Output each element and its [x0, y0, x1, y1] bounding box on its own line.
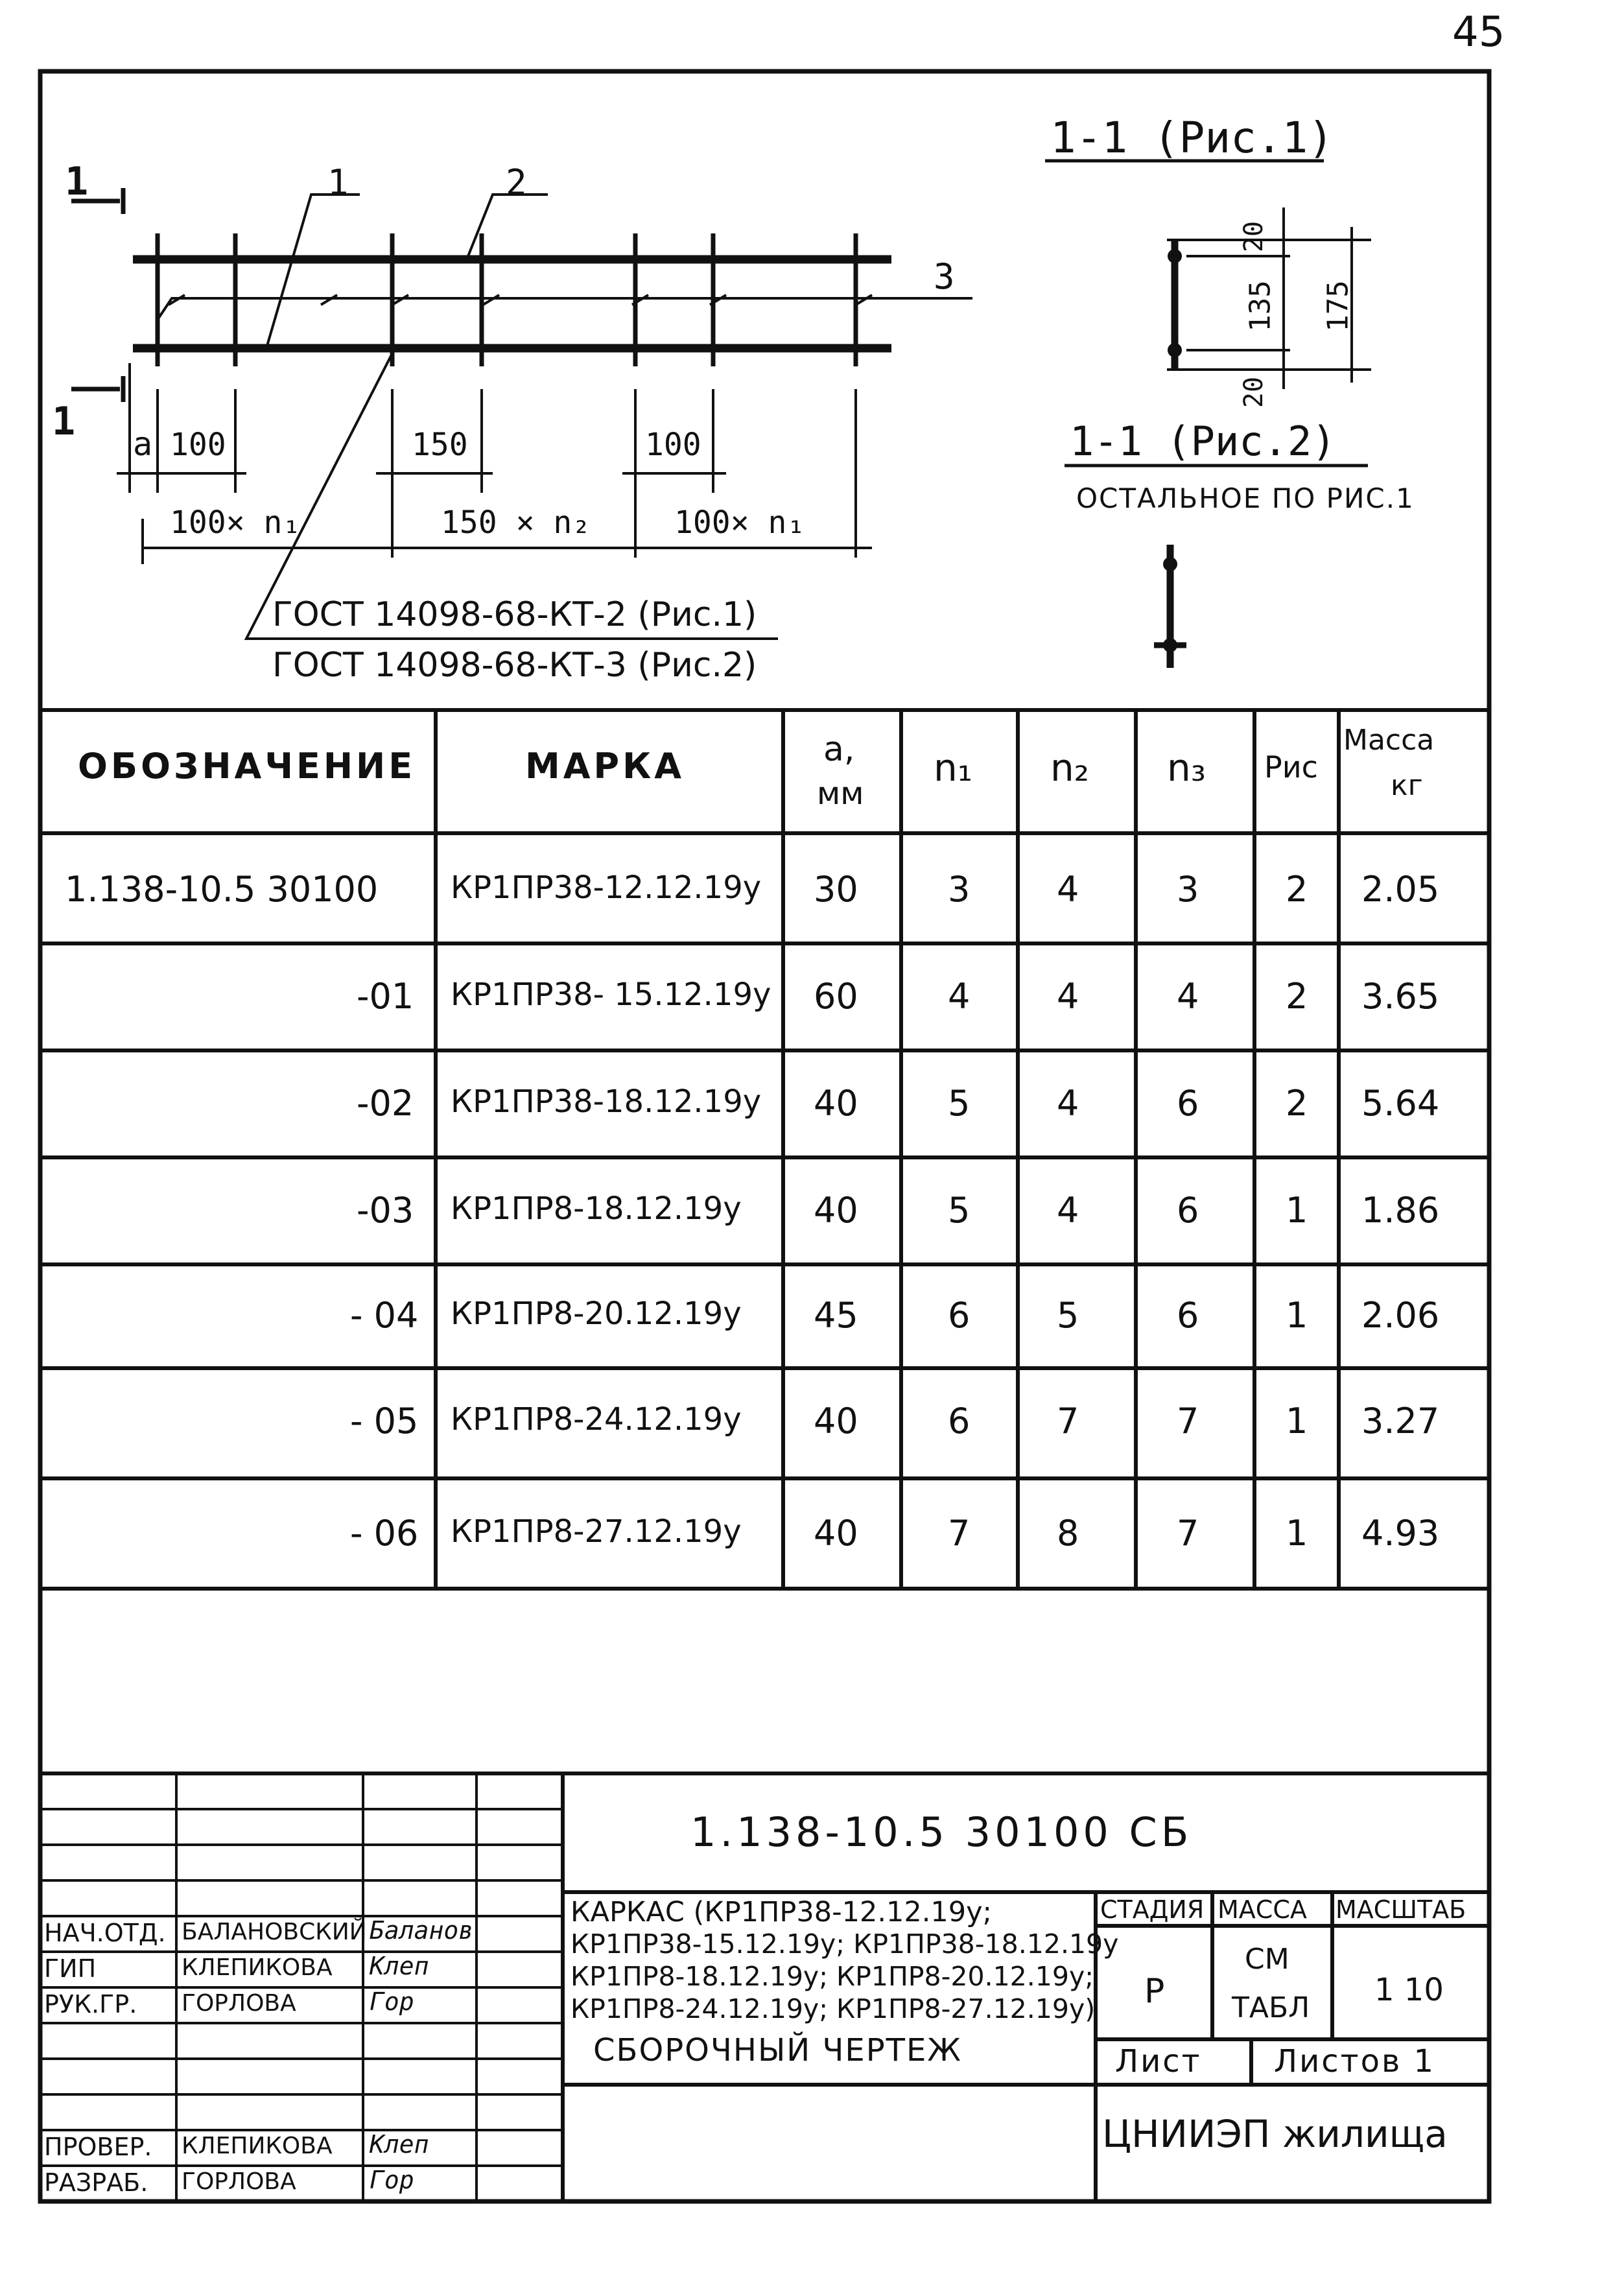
row-fig: 1 [1286, 1190, 1308, 1231]
row-n2: 7 [1057, 1401, 1079, 1441]
signature-role: НАЧ.ОТД. [44, 1919, 166, 1947]
sheets-label: Листов 1 [1274, 2043, 1436, 2080]
signature-name: ГОРЛОВА [182, 2168, 296, 2195]
header-designation: ОБОЗНАЧЕНИЕ [78, 746, 416, 787]
mass-value-2: ТАБЛ [1232, 1991, 1310, 2024]
dim-20-top: 20 [1239, 220, 1269, 253]
row-mass: 5.64 [1361, 1083, 1440, 1124]
signature-role: РАЗРАБ. [44, 2168, 148, 2197]
callout-2: 2 [506, 162, 527, 203]
section-mark-bottom: 1 [52, 399, 76, 444]
callout-1: 1 [327, 162, 349, 203]
section-marks [71, 188, 123, 402]
row-a: 40 [814, 1190, 858, 1231]
dim-100-right: 100 [645, 427, 701, 463]
description-line: КР1ПР8-18.12.19у; КР1ПР8-20.12.19у; [571, 1961, 1094, 1992]
doc-code: 1.138-10.5 30100 СБ [690, 1808, 1193, 1856]
row-n1: 3 [948, 869, 971, 910]
dim-150: 150 [412, 427, 468, 463]
row-n1: 6 [948, 1401, 971, 1441]
row-mass: 1.86 [1361, 1190, 1440, 1231]
dim-100-n1-left: 100× n₁ [170, 504, 301, 541]
sheet-label: Лист [1115, 2043, 1202, 2080]
signature-mark: Баланов [370, 1916, 474, 1945]
header-a-line1: a, [823, 730, 855, 769]
row-n3: 6 [1177, 1083, 1199, 1124]
row-designation: - 06 [350, 1513, 419, 1554]
header-n3: n₃ [1167, 746, 1206, 790]
drawing-type: СБОРОЧНЫЙ ЧЕРТЕЖ [593, 2032, 962, 2068]
row-fig: 2 [1286, 1083, 1308, 1124]
row-n1: 5 [948, 1083, 971, 1124]
description-line: КР1ПР38-15.12.19у; КР1ПР38-18.12.19у [571, 1928, 1119, 1960]
row-mass: 4.93 [1361, 1513, 1440, 1554]
organization: ЦНИИЭП жилища [1102, 2112, 1448, 2156]
row-fig: 1 [1286, 1513, 1308, 1554]
row-designation: - 04 [350, 1295, 419, 1336]
callout1-leader [266, 195, 360, 350]
row-designation: 1.138-10.5 30100 [65, 869, 379, 910]
gost-ref-fig2: ГОСТ 14098-68-КТ-3 (Рис.2) [272, 646, 757, 685]
page-number: 45 [1452, 8, 1505, 56]
row-n1: 6 [948, 1295, 971, 1336]
stage-label: СТАДИЯ [1100, 1895, 1205, 1924]
signature-role: РУК.ГР. [44, 1990, 137, 2019]
stage-value: Р [1144, 1972, 1165, 2011]
row-n2: 4 [1057, 1190, 1079, 1231]
row-mass: 2.06 [1361, 1295, 1440, 1336]
dim-150-n2: 150 × n₂ [441, 504, 591, 541]
row-a: 45 [814, 1295, 858, 1336]
row-n2: 4 [1057, 1083, 1079, 1124]
row-a: 40 [814, 1401, 858, 1441]
signature-mark: Гор [370, 2166, 414, 2194]
diagonal-welds [169, 295, 872, 305]
signature-name: БАЛАНОВСКИЙ [182, 1919, 367, 1945]
row-a: 60 [814, 976, 858, 1017]
signature-role: ПРОВЕР. [44, 2133, 152, 2161]
header-mass-line2: кг [1391, 769, 1423, 802]
dim-100-left: 100 [170, 427, 226, 463]
header-a-line2: мм [817, 776, 864, 812]
scale-value: 1 10 [1374, 1972, 1444, 2008]
row-mark: КР1ПР38- 15.12.19у [451, 977, 771, 1013]
row-n3: 3 [1177, 869, 1199, 910]
signature-name: ГОРЛОВА [182, 1990, 296, 2017]
section-title-fig2: 1-1 (Рис.2) [1070, 418, 1336, 465]
row-designation: - 05 [350, 1401, 419, 1441]
dim-a: a [133, 425, 153, 463]
row-mass: 2.05 [1361, 869, 1440, 910]
signature-role: ГИП [44, 1954, 97, 1983]
signature-mark: Клеп [370, 1952, 429, 1980]
header-mark: МАРКА [525, 746, 685, 787]
dim-135: 135 [1243, 280, 1277, 332]
section-mark-top: 1 [65, 159, 89, 204]
row-mark: КР1ПР38-12.12.19у [451, 870, 762, 906]
section-title-fig1: 1-1 (Рис.1) [1050, 113, 1334, 163]
signature-name: КЛЕПИКОВА [182, 2133, 333, 2159]
row-n2: 4 [1057, 976, 1079, 1017]
table-grid [40, 710, 1489, 1589]
row-designation: -02 [357, 1083, 414, 1124]
row-n2: 5 [1057, 1295, 1079, 1336]
signature-mark: Клеп [370, 2130, 429, 2159]
row-mark: КР1ПР38-18.12.19у [451, 1084, 762, 1120]
scale-label: МАСШТАБ [1336, 1895, 1466, 1924]
row-n1: 4 [948, 976, 971, 1017]
signature-name: КЛЕПИКОВА [182, 1954, 333, 1981]
row-mark: КР1ПР8-24.12.19у [451, 1401, 742, 1438]
row-a: 40 [814, 1083, 858, 1124]
dim-100-n1-right: 100× n₁ [674, 504, 806, 541]
row-n2: 4 [1057, 869, 1079, 910]
sheet-border [40, 71, 1489, 2201]
row-mass: 3.27 [1361, 1401, 1440, 1441]
signature-mark: Гор [370, 1987, 414, 2016]
description-line: КР1ПР8-24.12.19у; КР1ПР8-27.12.19у) [571, 1993, 1096, 2024]
row-n3: 4 [1177, 976, 1199, 1017]
row-fig: 2 [1286, 976, 1308, 1017]
row-mark: КР1ПР8-27.12.19у [451, 1513, 742, 1550]
row-designation: -03 [357, 1190, 414, 1231]
description-line: КАРКАС (КР1ПР38-12.12.19у; [571, 1896, 993, 1928]
section-note-fig2: ОСТАЛЬНОЕ ПО РИС.1 [1076, 482, 1415, 514]
header-mass-line1: Масса [1343, 724, 1435, 757]
row-fig: 1 [1286, 1401, 1308, 1441]
row-n3: 7 [1177, 1513, 1199, 1554]
header-n1: n₁ [934, 746, 973, 790]
row-n1: 7 [948, 1513, 971, 1554]
dim-175: 175 [1321, 280, 1355, 332]
header-n2: n₂ [1050, 746, 1090, 790]
dim-20-bottom: 20 [1239, 376, 1269, 409]
mass-label: МАССА [1218, 1895, 1307, 1924]
row-designation: -01 [357, 976, 414, 1017]
row-n3: 6 [1177, 1190, 1199, 1231]
row-n3: 6 [1177, 1295, 1199, 1336]
callout2-leader [467, 195, 548, 259]
row-mass: 3.65 [1361, 976, 1440, 1017]
row-a: 40 [814, 1513, 858, 1554]
row-a: 30 [814, 869, 858, 910]
header-fig: Рис [1264, 750, 1318, 785]
row-n1: 5 [948, 1190, 971, 1231]
row-mark: КР1ПР8-18.12.19у [451, 1191, 742, 1227]
gost-ref-fig1: ГОСТ 14098-68-КТ-2 (Рис.1) [272, 595, 757, 634]
mass-value-1: СМ [1245, 1943, 1289, 1976]
row-fig: 2 [1286, 869, 1308, 910]
row-n3: 7 [1177, 1401, 1199, 1441]
row-mark: КР1ПР8-20.12.19у [451, 1296, 742, 1332]
row-n2: 8 [1057, 1513, 1079, 1554]
callout-3: 3 [934, 256, 955, 297]
row-fig: 1 [1286, 1295, 1308, 1336]
